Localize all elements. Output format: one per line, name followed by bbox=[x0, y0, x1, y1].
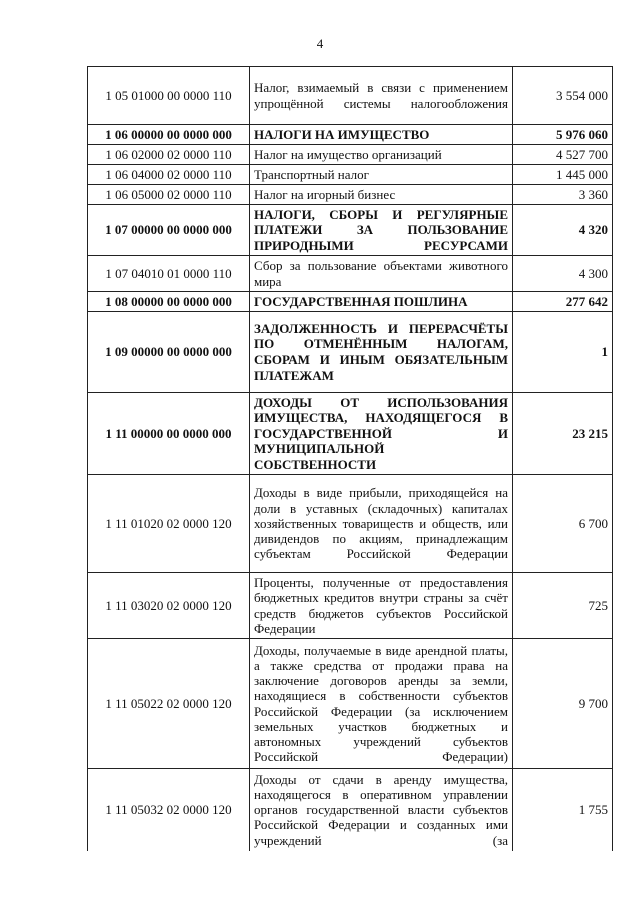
revenue-table bbox=[87, 66, 613, 851]
revenue-amount: 277 642 bbox=[513, 292, 613, 312]
revenue-table-body bbox=[88, 67, 613, 851]
table-row bbox=[88, 769, 613, 851]
budget-classification-code: 1 07 04010 01 0000 110 bbox=[88, 256, 250, 292]
budget-classification-code: 1 11 00000 00 0000 000 bbox=[88, 393, 250, 475]
budget-classification-code: 1 07 00000 00 0000 000 bbox=[88, 205, 250, 256]
revenue-item-name: Проценты, полученные от предоставления бюджетных кредитов внутри страны за счёт средств бюджетов субъектов Российской Федерации bbox=[250, 573, 513, 639]
table-row bbox=[88, 393, 613, 475]
table-row bbox=[88, 312, 613, 393]
table-row bbox=[88, 125, 613, 145]
budget-classification-code: 1 11 05032 02 0000 120 bbox=[88, 769, 250, 851]
revenue-item-name: Налог на имущество организаций bbox=[250, 145, 513, 165]
revenue-amount: 5 976 060 bbox=[513, 125, 613, 145]
budget-classification-code: 1 06 05000 02 0000 110 bbox=[88, 185, 250, 205]
revenue-item-name: НАЛОГИ НА ИМУЩЕСТВО bbox=[250, 125, 513, 145]
revenue-item-name: Сбор за пользование объектами животного мира bbox=[250, 256, 513, 292]
table-row bbox=[88, 573, 613, 639]
revenue-item-name: НАЛОГИ, СБОРЫ И РЕГУЛЯРНЫЕ ПЛАТЕЖИ ЗА ПОЛЬЗОВАНИЕ ПРИРОДНЫМИ РЕСУРСАМИ bbox=[250, 205, 513, 256]
revenue-amount: 725 bbox=[513, 573, 613, 639]
table-row bbox=[88, 475, 613, 573]
revenue-amount: 3 554 000 bbox=[513, 67, 613, 125]
revenue-amount: 4 527 700 bbox=[513, 145, 613, 165]
revenue-item-name: ЗАДОЛЖЕННОСТЬ И ПЕРЕРАСЧЁТЫ ПО ОТМЕНЁННЫМ НАЛОГАМ, СБОРАМ И ИНЫМ ОБЯЗАТЕЛЬНЫМ ПЛАТЕЖАМ bbox=[250, 312, 513, 393]
revenue-item-name: Налог, взимаемый в связи с применением упрощённой системы налогообложения bbox=[250, 67, 513, 125]
revenue-item-name: ГОСУДАРСТВЕННАЯ ПОШЛИНА bbox=[250, 292, 513, 312]
revenue-item-name: Налог на игорный бизнес bbox=[250, 185, 513, 205]
table-row bbox=[88, 165, 613, 185]
table-row bbox=[88, 205, 613, 256]
revenue-amount: 4 300 bbox=[513, 256, 613, 292]
revenue-item-name: Доходы в виде прибыли, приходящейся на доли в уставных (складочных) капиталах хозяйственных товариществ и обществ, или дивидендов по акциям, принадлежащим субъектам Российской Федерации bbox=[250, 475, 513, 573]
revenue-item-name: Транспортный налог bbox=[250, 165, 513, 185]
table-row bbox=[88, 67, 613, 125]
budget-classification-code: 1 09 00000 00 0000 000 bbox=[88, 312, 250, 393]
page-number: 4 bbox=[316, 36, 324, 51]
budget-classification-code: 1 06 04000 02 0000 110 bbox=[88, 165, 250, 185]
budget-classification-code: 1 05 01000 00 0000 110 bbox=[88, 67, 250, 125]
budget-classification-code: 1 11 05022 02 0000 120 bbox=[88, 639, 250, 769]
revenue-item-name: Доходы, получаемые в виде арендной платы, а также средства от продажи права на заключение договоров аренды за земли, находящиеся в собственности субъектов Российской Федерации (за исключением земельных участков бюджетных и автономных учреждений субъектов Российской Федерации) bbox=[250, 639, 513, 769]
budget-classification-code: 1 06 00000 00 0000 000 bbox=[88, 125, 250, 145]
revenue-amount: 1 755 bbox=[513, 769, 613, 851]
table-row bbox=[88, 639, 613, 769]
budget-classification-code: 1 06 02000 02 0000 110 bbox=[88, 145, 250, 165]
revenue-item-name: ДОХОДЫ ОТ ИСПОЛЬЗОВАНИЯ ИМУЩЕСТВА, НАХОДЯЩЕГОСЯ В ГОСУДАРСТВЕННОЙ И МУНИЦИПАЛЬНОЙ СОБСТВЕННОСТИ bbox=[250, 393, 513, 475]
budget-classification-code: 1 11 01020 02 0000 120 bbox=[88, 475, 250, 573]
table-row bbox=[88, 185, 613, 205]
budget-classification-code: 1 11 03020 02 0000 120 bbox=[88, 573, 250, 639]
revenue-amount: 4 320 bbox=[513, 205, 613, 256]
table-row bbox=[88, 256, 613, 292]
table-row bbox=[88, 292, 613, 312]
revenue-amount: 23 215 bbox=[513, 393, 613, 475]
revenue-amount: 6 700 bbox=[513, 475, 613, 573]
revenue-item-name: Доходы от сдачи в аренду имущества, находящегося в оперативном управлении органов государственной власти субъектов Российской Федерации и созданных ими учреждений (за bbox=[250, 769, 513, 851]
revenue-amount: 1 bbox=[513, 312, 613, 393]
budget-classification-code: 1 08 00000 00 0000 000 bbox=[88, 292, 250, 312]
revenue-amount: 1 445 000 bbox=[513, 165, 613, 185]
table-row bbox=[88, 145, 613, 165]
revenue-amount: 3 360 bbox=[513, 185, 613, 205]
revenue-amount: 9 700 bbox=[513, 639, 613, 769]
